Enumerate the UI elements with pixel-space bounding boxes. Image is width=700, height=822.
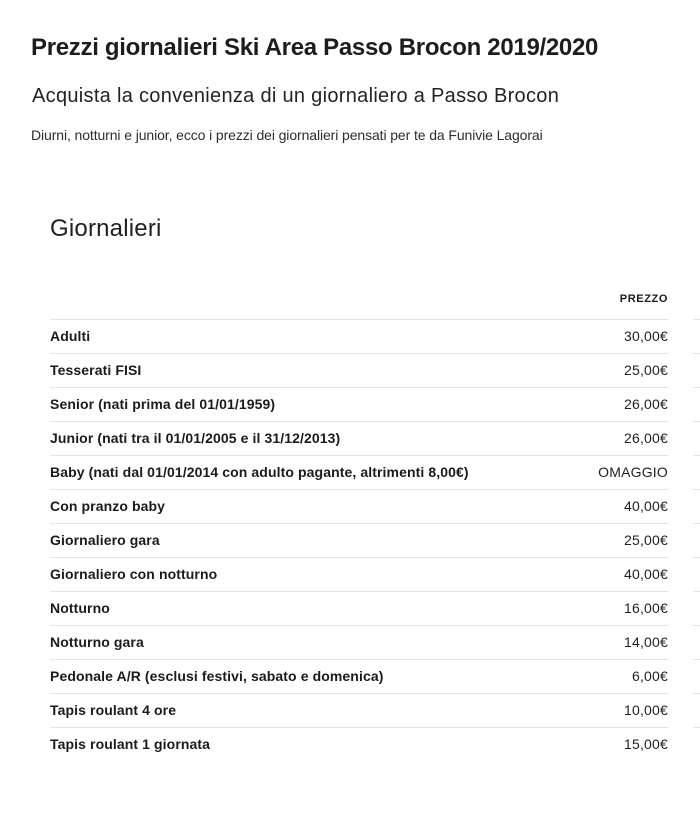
column-gap (668, 489, 693, 523)
column-gap (668, 727, 693, 761)
cutoff-column-cell (693, 625, 700, 659)
cutoff-column-cell (693, 659, 700, 693)
ticket-label: Tesserati FISI (50, 353, 490, 387)
table-header-row (50, 293, 700, 319)
table-row (50, 523, 700, 557)
column-gap (668, 523, 693, 557)
price-table-scroll-area[interactable] (50, 293, 700, 761)
cutoff-column-cell (693, 387, 700, 421)
cutoff-column-cell (693, 319, 700, 353)
price-table (50, 293, 700, 761)
cutoff-column-cell (693, 353, 700, 387)
cutoff-column-cell (693, 523, 700, 557)
table-row (50, 387, 700, 421)
column-gap (668, 557, 693, 591)
cutoff-column-cell (693, 591, 700, 625)
ticket-price: OMAGGIO (490, 455, 668, 489)
page-header (0, 0, 700, 145)
column-gap (668, 387, 693, 421)
table-row (50, 455, 700, 489)
column-gap (668, 625, 693, 659)
price-column-header: PREZZO (619, 293, 668, 306)
ticket-label: Tapis roulant 1 giornata (50, 727, 490, 761)
ticket-label: Notturno gara (50, 625, 490, 659)
column-gap (668, 455, 693, 489)
ticket-price: 26,00€ (490, 421, 668, 455)
ticket-price: 6,00€ (490, 659, 668, 693)
ticket-label: Baby (nati dal 01/01/2014 con adulto pagante, altrimenti 8,00€) (50, 455, 490, 489)
ticket-label: Con pranzo baby (50, 489, 490, 523)
cutoff-column-cell (693, 557, 700, 591)
ticket-label: Pedonale A/R (esclusi festivi, sabato e domenica) (50, 659, 490, 693)
page-subtitle: Acquista la convenienza di un giornaliero a Passo Brocon (32, 85, 560, 107)
table-row (50, 421, 700, 455)
table-row (50, 353, 700, 387)
table-row (50, 591, 700, 625)
ticket-label: Senior (nati prima del 01/01/1959) (50, 387, 490, 421)
cutoff-column-cell (693, 727, 700, 761)
table-row (50, 625, 700, 659)
cutoff-column-cell (693, 455, 700, 489)
column-gap (668, 353, 693, 387)
column-gap (668, 591, 693, 625)
table-row (50, 557, 700, 591)
ticket-price: 14,00€ (490, 625, 668, 659)
ticket-price: 30,00€ (490, 319, 668, 353)
column-gap (668, 319, 693, 353)
table-row (50, 659, 700, 693)
ticket-price: 10,00€ (490, 693, 668, 727)
ticket-label: Giornaliero con notturno (50, 557, 490, 591)
ticket-price: 25,00€ (490, 353, 668, 387)
ticket-label: Giornaliero gara (50, 523, 490, 557)
page-description: Diurni, notturni e junior, ecco i prezzi dei giornalieri pensati per te da Funivie Lagorai (31, 127, 543, 143)
cutoff-column-cell (693, 489, 700, 523)
section-heading: Giornalieri (50, 214, 162, 242)
ticket-price: 26,00€ (490, 387, 668, 421)
ticket-label: Junior (nati tra il 01/01/2005 e il 31/12/2013) (50, 421, 490, 455)
table-row (50, 319, 700, 353)
ticket-label: Adulti (50, 319, 490, 353)
ticket-price: 40,00€ (490, 557, 668, 591)
ticket-price: 25,00€ (490, 523, 668, 557)
column-gap (668, 693, 693, 727)
column-gap (668, 421, 693, 455)
cutoff-column-cell (693, 421, 700, 455)
page-title: Prezzi giornalieri Ski Area Passo Brocon 2019/2020 (31, 34, 599, 61)
column-gap (668, 293, 693, 319)
label-column-header (50, 293, 490, 319)
ticket-price: 40,00€ (490, 489, 668, 523)
giornalieri-section (0, 215, 700, 762)
table-row (50, 489, 700, 523)
table-row (50, 727, 700, 761)
cutoff-column-header (693, 293, 700, 319)
cutoff-column-cell (693, 693, 700, 727)
ticket-label: Notturno (50, 591, 490, 625)
ticket-label: Tapis roulant 4 ore (50, 693, 490, 727)
table-row (50, 693, 700, 727)
ticket-price: 15,00€ (490, 727, 668, 761)
price-table-body (50, 319, 700, 761)
column-gap (668, 659, 693, 693)
ticket-price: 16,00€ (490, 591, 668, 625)
